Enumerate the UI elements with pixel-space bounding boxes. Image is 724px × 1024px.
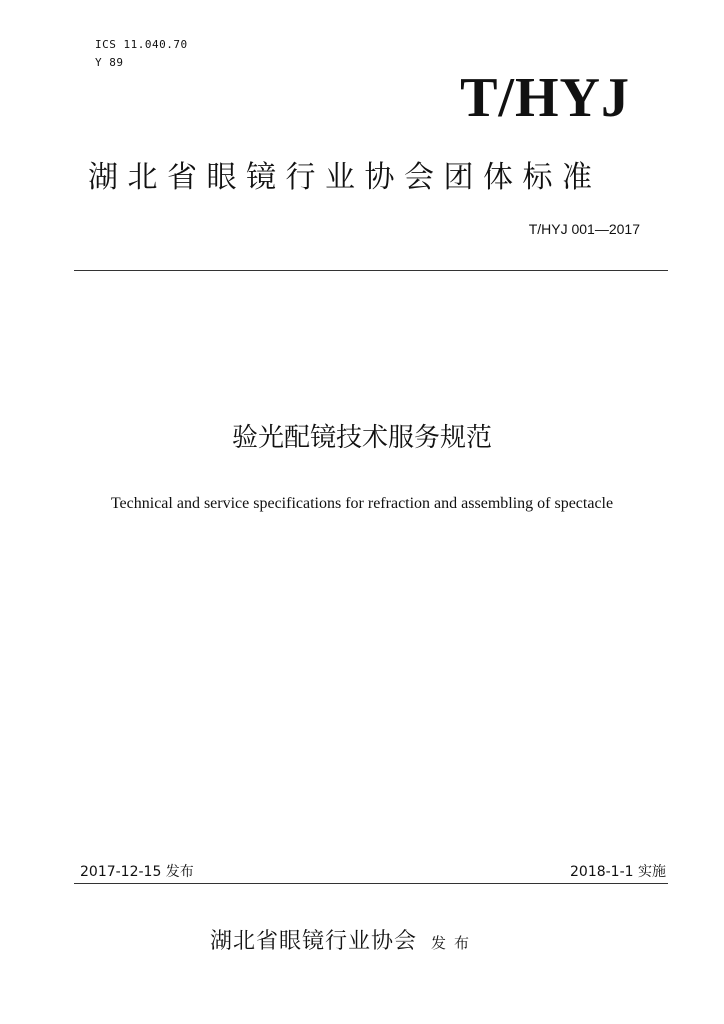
issuer-action: 发布 bbox=[431, 934, 478, 952]
standard-number: T/HYJ 001—2017 bbox=[528, 221, 640, 237]
organization-standard-title: 湖北省眼镜行业协会团体标准 bbox=[88, 160, 602, 195]
issue-date: 2017-12-15 发布 bbox=[80, 864, 194, 880]
issuer-line bbox=[210, 926, 477, 959]
document-title-en: Technical and service specifications for refraction and assembling of spectacle bbox=[110, 495, 614, 512]
ccs-code: Y 89 bbox=[95, 56, 124, 69]
ics-code: ICS 11.040.70 bbox=[95, 38, 188, 51]
implementation-date: 2018-1-1 实施 bbox=[570, 864, 666, 880]
issuer-name: 湖北省眼镜行业协会 bbox=[210, 929, 418, 954]
standard-mark: T/HYJ bbox=[460, 67, 630, 129]
top-divider bbox=[74, 270, 668, 271]
bottom-divider bbox=[74, 883, 668, 884]
document-title-zh: 验光配镜技术服务规范 bbox=[231, 423, 492, 453]
